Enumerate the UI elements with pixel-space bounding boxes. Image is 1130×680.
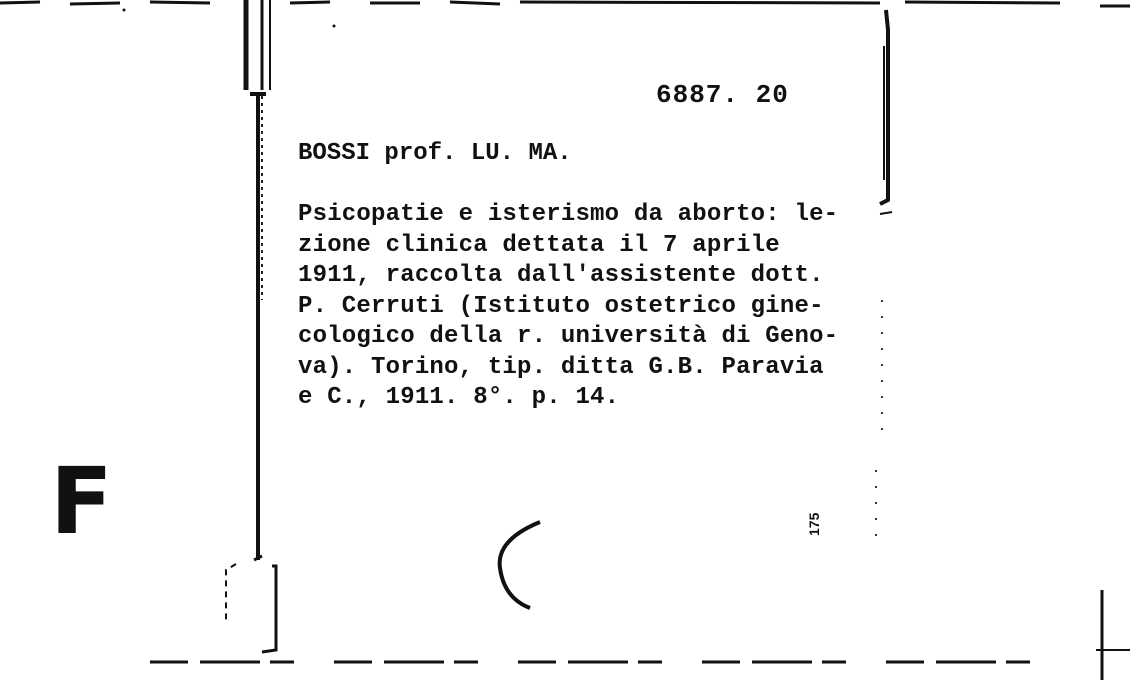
card-line: 1911, raccolta dall'assistente dott. xyxy=(298,262,824,289)
card-line: va). Torino, tip. ditta G.B. Paravia xyxy=(298,353,824,381)
card-description xyxy=(298,200,878,414)
card-line: e C., 1911. 8°. p. 14. xyxy=(298,384,620,411)
card-line: zione clinica dettata il 7 aprile xyxy=(298,231,780,259)
card-line: cologico della r. università di Geno- xyxy=(298,323,839,350)
stamp-number: 175 xyxy=(806,512,822,536)
margin-letter: F xyxy=(50,448,113,555)
card-author: BOSSI prof. LU. MA. xyxy=(298,140,572,167)
card-number: 6887. 20 xyxy=(656,80,789,110)
card-line: Psicopatie e isterismo da aborto: le- xyxy=(298,201,839,228)
card-line: P. Cerruti (Istituto ostetrico gine- xyxy=(298,292,824,320)
